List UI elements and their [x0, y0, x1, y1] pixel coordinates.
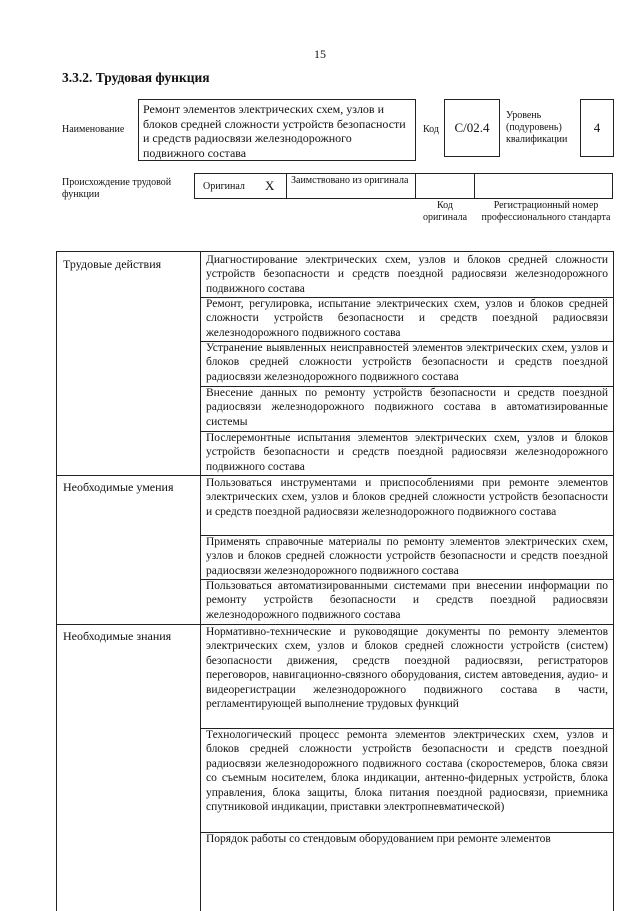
code-original-cell: [416, 174, 475, 198]
knowledge-2: Технологический процесс ремонта элементов электрических схем, узлов и блоков средней сложности устройств безопасности и средств поездной радиосвязи железнодорожного подвижного состава (скоростемеров, блока связи со съемным носителем, блока индикации, антенно-фидерных устройств, блока управления, блока защиты, блока питания поездной радиосвязи, приемника спутниковой индикации, приставки электропневматической): [206, 729, 608, 814]
function-name-box: [138, 99, 416, 161]
section-title: 3.3.2. Трудовая функция: [62, 70, 210, 85]
category-skills: Необходимые умения: [63, 480, 174, 494]
category-knowledge: Необходимые знания: [63, 629, 172, 643]
skill-3: Пользоваться автоматизированными системами при внесении информации по ремонту устройств безопасности и средств поездной радиосвязи железнодорожного подвижного состава: [206, 580, 608, 621]
code-value-box: [444, 99, 500, 157]
main-table: [56, 251, 614, 911]
labor-action-5: Послеремонтные испытания элементов электрических схем, узлов и блоков устройств безопасности и средств поездной радиосвязи железнодорожного подвижного состава: [206, 432, 608, 473]
reg-number-cell: [475, 174, 612, 198]
knowledge-1: Нормативно-технические и руководящие документы по ремонту элементов электрических схем, узлов и блоков средней сложности устройств (систем) безопасности движения, средств поездной радиосвязи, регистраторов переговоров, навигационно-связного оборудования, систем автоведения, аудио- и видеорегистрации железнодорожного подвижного состава в части, регламентирующей выполнение трудовых функций: [206, 626, 608, 711]
page-number: 15: [314, 47, 326, 61]
original-mark: X: [265, 178, 275, 193]
code-original-caption: Код оригинала: [422, 200, 468, 223]
name-label: Наименование: [62, 124, 125, 135]
labor-action-4: Внесение данных по ремонту устройств безопасности и средств поездной радиосвязи железнодорожного подвижного состава в автоматизированные системы: [206, 387, 608, 428]
origin-table: [194, 173, 613, 199]
level-value: 4: [593, 120, 601, 135]
origin-label: Происхождение трудовой функции: [62, 177, 172, 200]
category-labor-actions: Трудовые действия: [63, 257, 162, 271]
borrowed-label: Заимствовано из оригинала: [291, 175, 409, 186]
skill-2: Применять справочные материалы по ремонту элементов электрических схем, узлов и блоков средней сложности устройств безопасности и средств поездной радиосвязи железнодорожного подвижного состава: [206, 536, 608, 577]
labor-action-3: Устранение выявленных неисправностей элементов электрических схем, узлов и блоков средней сложности устройств безопасности и средств поездной радиосвязи железнодорожного подвижного состава: [206, 342, 608, 383]
original-cell: [195, 174, 287, 198]
column-divider: [200, 252, 201, 911]
level-value-box: [580, 99, 614, 157]
skill-1: Пользоваться инструментами и приспособлениями при ремонте элементов электрических схем, узлов и блоков средней сложности устройств безопасности и средств поездной радиосвязи железнодорожного подвижного состава: [206, 477, 608, 518]
code-label: Код: [423, 124, 439, 135]
labor-action-2: Ремонт, регулировка, испытание электрических схем, узлов и блоков средней сложности устройств безопасности и средств поездной радиосвязи железнодорожного подвижного состава: [206, 298, 608, 339]
original-label: Оригинал: [203, 181, 245, 192]
knowledge-3: Порядок работы со стендовым оборудованием при ремонте элементов: [206, 833, 551, 845]
labor-action-1: Диагностирование электрических схем, узлов и блоков средней сложности устройств безопасности и средств поездной радиосвязи железнодорожного подвижного состава: [206, 254, 608, 295]
borrowed-cell: [287, 174, 416, 198]
function-name-value: Ремонт элементов электрических схем, узлов и блоков средней сложности устройств безопасности и средств радиосвязи железнодорожного подвижного состава: [143, 102, 406, 160]
level-label: Уровень (подуровень) квалификации: [506, 110, 568, 145]
reg-number-caption: Регистрационный номер профессионального стандарта: [481, 200, 611, 223]
code-value: С/02.4: [454, 120, 490, 135]
